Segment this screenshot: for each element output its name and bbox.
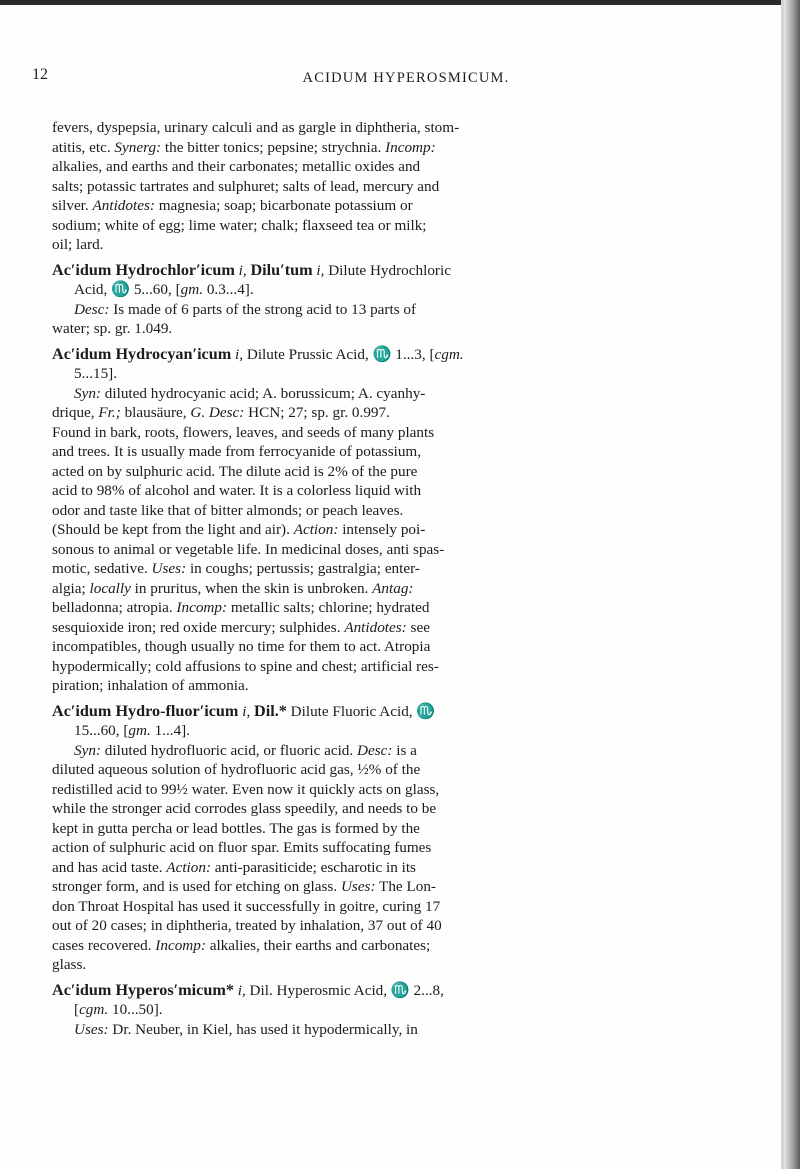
- text-line: oil; lard.: [52, 236, 104, 253]
- text-line: and has acid taste. Action: anti-parasiticide; escharotic in its: [52, 858, 416, 876]
- entry-heading-line: Ac′idum Hyperos′micum* i, Dil. Hyperosmic Acid, ♏ 2...8,: [52, 980, 444, 999]
- entry-heading-line: Ac′idum Hydro-fluor′icum i, Dil.* Dilute Fluoric Acid, ♏: [52, 701, 436, 720]
- text-line: and trees. It is usually made from ferrocyanide of potassium,: [52, 443, 422, 460]
- text-line: algia; locally in pruritus, when the skin is unbroken. Antag:: [52, 579, 414, 597]
- headword: Ac′idum Hydrochlor′icum: [52, 260, 235, 279]
- text-line: acted on by sulphuric acid. The dilute acid is 2% of the pure: [52, 462, 418, 480]
- text-line: salts; potassic tartrates and sulphuret; salts of lead, mercury and: [52, 177, 440, 195]
- text-line: sesquioxide iron; red oxide mercury; sulphides. Antidotes: see: [52, 618, 430, 636]
- text-line: silver. Antidotes: magnesia; soap; bicarbonate potassium or: [52, 197, 413, 214]
- running-head: [32, 66, 760, 90]
- entry-heading-line: Ac′idum Hydrocyan′icum i, Dilute Prussic Acid, ♏ 1...3, [cgm.: [52, 344, 464, 363]
- headword: Ac′idum Hydro-fluor′icum: [52, 701, 239, 720]
- text-line: (Should be kept from the light and air). Action: intensely poi-: [52, 521, 426, 538]
- headword: Ac′idum Hyperos′micum*: [52, 980, 234, 999]
- entry-acidum-hydrofluoricum: [52, 702, 760, 975]
- text-line: water; sp. gr. 1.049.: [52, 320, 173, 337]
- text-line: out of 20 cases; in diphtheria, treated by inhalation, 37 out of 40: [52, 917, 442, 934]
- top-border: [0, 0, 800, 5]
- entry-heading-line: Ac′idum Hydrochlor′icum i, Dilu′tum i, Dilute Hydrochloric: [52, 260, 451, 279]
- entry-acidum-hydrochloricum: [52, 261, 760, 339]
- headword: Ac′idum Hydrocyan′icum: [52, 344, 232, 363]
- text-line: 5...15].: [74, 365, 118, 382]
- text-line: Syn: diluted hydrocyanic acid; A. borussicum; A. cyanhy-: [74, 384, 426, 402]
- text-line: piration; inhalation of ammonia.: [52, 677, 249, 694]
- text-line: Desc: Is made of 6 parts of the strong acid to 13 parts of: [74, 300, 417, 318]
- text-line: Acid, ♏ 5...60, [gm. 0.3...4].: [74, 281, 254, 298]
- text-line: hypodermically; cold affusions to spine and chest; artificial res-: [52, 657, 439, 675]
- text-line: odor and taste like that of bitter almonds; or peach leaves.: [52, 501, 404, 519]
- text-line: belladonna; atropia. Incomp: metallic salts; chlorine; hydrated: [52, 599, 430, 616]
- entry-acidum-hyperosmicum: [52, 981, 760, 1040]
- page-number: 12: [32, 66, 48, 83]
- text-line: motic, sedative. Uses: in coughs; pertussis; gastralgia; enter-: [52, 560, 420, 577]
- running-title: ACIDUM HYPEROSMICUM.: [302, 70, 510, 86]
- text-line: sonous to animal or vegetable life. In medicinal doses, anti spas-: [52, 540, 445, 558]
- text-line: 15...60, [gm. 1...4].: [74, 722, 191, 739]
- text-line: cases recovered. Incomp: alkalies, their earths and carbonates;: [52, 936, 431, 954]
- text-line: glass.: [52, 956, 87, 973]
- text-line: alkalies, and earths and their carbonates; metallic oxides and: [52, 158, 421, 175]
- paragraph-continuation: [52, 118, 760, 255]
- text-line: don Throat Hospital has used it successfully in goitre, curing 17: [52, 897, 441, 915]
- text-line: kept in gutta percha or lead bottles. The gas is formed by the: [52, 819, 420, 837]
- text-line: diluted aqueous solution of hydrofluoric acid gas, ½% of the: [52, 761, 421, 778]
- text-line: atitis, etc. Synerg: the bitter tonics; pepsine; strychnia. Incomp:: [52, 138, 436, 156]
- body-text: [52, 118, 760, 1039]
- text-line: action of sulphuric acid on fluor spar. Emits suffocating fumes: [52, 839, 432, 856]
- entry-acidum-hydrocyanicum: [52, 345, 760, 696]
- text-line: incompatibles, though usually no time for them to act. Atropia: [52, 638, 431, 655]
- text-line: [cgm. 10...50].: [74, 1001, 163, 1018]
- text-line: Syn: diluted hydrofluoric acid, or fluoric acid. Desc: is a: [74, 741, 417, 759]
- text-line: Found in bark, roots, flowers, leaves, and seeds of many plants: [52, 423, 435, 441]
- text-line: redistilled acid to 99½ water. Even now it quickly acts on glass,: [52, 780, 440, 798]
- text-line: Uses: Dr. Neuber, in Kiel, has used it hypodermically, in: [74, 1020, 418, 1038]
- text-line: drique, Fr.; blausäure, G. Desc: HCN; 27; sp. gr. 0.997.: [52, 404, 390, 421]
- text-line: fevers, dyspepsia, urinary calculi and as gargle in diphtheria, stom-: [52, 119, 460, 136]
- text-line: acid to 98% of alcohol and water. It is a colorless liquid with: [52, 482, 422, 499]
- text-line: sodium; white of egg; lime water; chalk; flaxseed tea or milk;: [52, 216, 427, 234]
- text-line: stronger form, and is used for etching on glass. Uses: The Lon-: [52, 878, 436, 895]
- book-spine-edge: [784, 0, 800, 1169]
- text-line: while the stronger acid corrodes glass speedily, and needs to be: [52, 800, 437, 817]
